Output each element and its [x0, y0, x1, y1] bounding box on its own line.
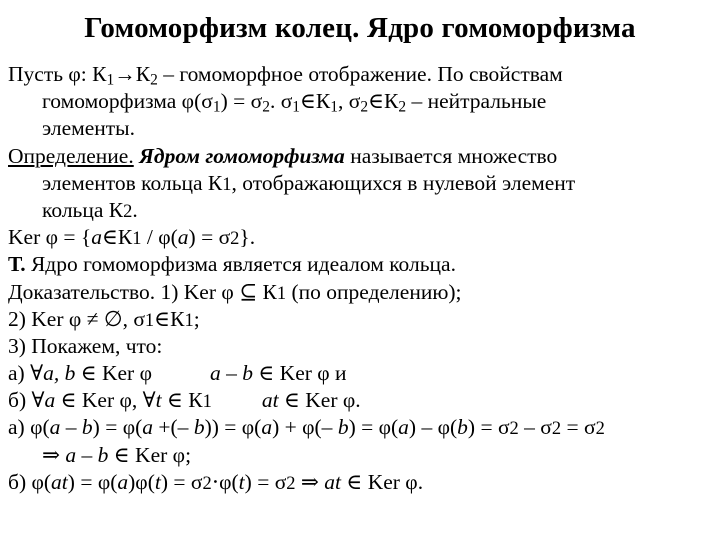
kernel-formula — [8, 224, 714, 251]
variable: a — [142, 415, 154, 440]
proof-line-5 — [8, 387, 714, 414]
proof-line-7 — [8, 442, 714, 469]
proof-line-6 — [8, 414, 714, 441]
text-fragment: Доказательство. 1) Ker φ ⊆ К — [8, 279, 277, 304]
text-fragment: Ядро гомоморфизма является идеалом кольца. — [25, 252, 456, 277]
proof-line-1 — [8, 279, 714, 306]
definition-heading: Определение. — [8, 143, 134, 168]
variable: a, b — [43, 361, 76, 386]
text-fragment: элементов кольца К — [42, 170, 223, 195]
text-fragment: ⇒ — [42, 442, 66, 467]
text-fragment: ) = σ — [244, 469, 287, 494]
variable: t — [155, 388, 162, 413]
text-fragment: б) ∀ — [8, 388, 45, 413]
text-fragment: ) = σ — [220, 89, 263, 114]
text-fragment: б) φ( — [8, 469, 52, 494]
variable: at — [324, 469, 342, 494]
text-fragment: а) ∀ — [8, 361, 44, 386]
variable: a – b — [65, 442, 109, 467]
text-fragment: называется множество — [344, 143, 558, 168]
index-digit: 1 — [276, 282, 287, 303]
variable: at — [261, 388, 279, 413]
text-fragment: ∈К — [154, 306, 185, 331]
index-digit: 2 — [509, 418, 519, 439]
text-fragment: . — [132, 197, 138, 222]
text-fragment: ∈ Ker φ, ∀ — [55, 388, 156, 413]
subscript: 2 — [150, 71, 158, 89]
variable: t — [154, 469, 161, 494]
subscript: 1 — [292, 98, 301, 116]
text-line-6 — [8, 197, 714, 224]
index-digit: 2 — [286, 472, 296, 493]
variable: a — [117, 469, 129, 494]
document-body — [8, 61, 714, 496]
variable: at — [51, 469, 68, 494]
text-fragment: ) = φ( — [67, 469, 118, 494]
text-fragment: элементы. — [42, 116, 135, 141]
text-fragment: ) + φ(– — [272, 415, 338, 440]
text-fragment: ∈ Ker φ. — [341, 469, 424, 494]
variable: a – b — [210, 361, 253, 386]
text-fragment: ⋅φ( — [211, 469, 239, 494]
text-fragment: ) = σ — [467, 415, 510, 440]
text-line-2 — [8, 88, 714, 115]
text-fragment: – нейтральные — [406, 89, 547, 114]
page-title: Гомоморфизм колец. Ядро гомоморфизма — [84, 12, 636, 44]
subscript: 2 — [398, 98, 407, 116]
text-fragment: = σ — [561, 415, 596, 440]
index-digit: 1 — [144, 309, 155, 330]
text-fragment: К — [135, 62, 151, 86]
index-digit: 1 — [132, 228, 142, 249]
subscript: 2 — [262, 98, 270, 116]
text-fragment: ∈ К — [161, 388, 203, 413]
text-fragment: / φ( — [141, 225, 178, 250]
text-line-5 — [8, 170, 714, 197]
variable: b — [457, 415, 468, 440]
subscript: 1 — [106, 71, 115, 89]
text-fragment: ∈ Ker φ — [75, 361, 152, 386]
index-digit: 2 — [202, 472, 212, 493]
index-digit: 2 — [551, 418, 562, 439]
text-fragment: , отображающихся в нулевой элемент — [231, 170, 576, 195]
text-fragment: ⇒ — [295, 469, 325, 494]
text-fragment: ) – φ( — [408, 415, 458, 440]
theorem-line — [8, 251, 714, 278]
index-digit: 1 — [184, 309, 194, 330]
text-fragment: а) φ( — [8, 415, 50, 440]
proof-line-3 — [8, 333, 714, 360]
text-fragment: 3) Покажем, что: — [8, 333, 163, 358]
definition-term: Ядром гомоморфизма — [139, 143, 345, 168]
text-fragment: ) = φ( — [348, 415, 399, 440]
text-fragment: +(– — [153, 415, 194, 440]
variable: a – b — [49, 415, 93, 440]
text-fragment: Ker φ = { — [8, 225, 92, 250]
subscript: 1 — [330, 98, 339, 116]
theorem-label: Т. — [8, 252, 26, 277]
text-fragment: кольца К — [42, 197, 124, 222]
text-fragment: ) = φ( — [92, 415, 143, 440]
text-fragment: }. — [239, 225, 256, 250]
text-fragment: ; — [193, 306, 200, 331]
text-fragment: ∈ Ker φ и — [253, 361, 347, 386]
index-digit: 1 — [222, 173, 232, 194]
text-fragment: – гомоморфное отображение. По свойствам — [157, 62, 563, 86]
variable: a — [177, 225, 189, 250]
text-fragment: 2) Ker φ ≠ ∅, σ — [8, 306, 145, 331]
text-fragment: гомоморфизма φ(σ — [42, 89, 213, 114]
arrow-symbol: → — [114, 62, 136, 86]
text-fragment: . σ — [269, 89, 293, 114]
variable: b — [337, 415, 349, 440]
text-line-1 — [8, 61, 714, 88]
text-line-3 — [8, 115, 714, 142]
text-fragment: ∈ Ker φ. — [278, 388, 361, 413]
index-digit: 1 — [202, 391, 212, 412]
text-fragment: ) = σ — [160, 469, 203, 494]
text-fragment: (по определению); — [286, 279, 462, 304]
text-fragment: )φ( — [128, 469, 155, 494]
subscript: 1 — [212, 98, 221, 116]
text-fragment: ∈К — [101, 225, 133, 250]
variable: t — [238, 469, 245, 494]
text-fragment: – σ — [518, 415, 552, 440]
variable: a — [91, 225, 102, 250]
text-fragment: Пусть φ: К — [8, 62, 107, 86]
text-fragment: )) = φ( — [204, 415, 262, 440]
text-fragment: ∈К — [368, 89, 399, 114]
variable: a — [261, 415, 273, 440]
variable: a — [398, 415, 409, 440]
index-digit: 2 — [595, 418, 605, 439]
index-digit: 2 — [123, 200, 133, 221]
proof-line-8 — [8, 469, 714, 496]
definition-line — [8, 143, 714, 170]
variable: b — [193, 415, 205, 440]
text-fragment: , σ — [338, 89, 361, 114]
index-digit: 2 — [230, 228, 240, 249]
text-fragment: ∈К — [300, 89, 331, 114]
proof-line-2 — [8, 306, 714, 333]
text-fragment: ) = σ — [188, 225, 231, 250]
variable: a — [44, 388, 56, 413]
proof-line-4 — [8, 360, 714, 387]
text-fragment: ∈ Ker φ; — [108, 442, 192, 467]
subscript: 2 — [360, 98, 369, 116]
